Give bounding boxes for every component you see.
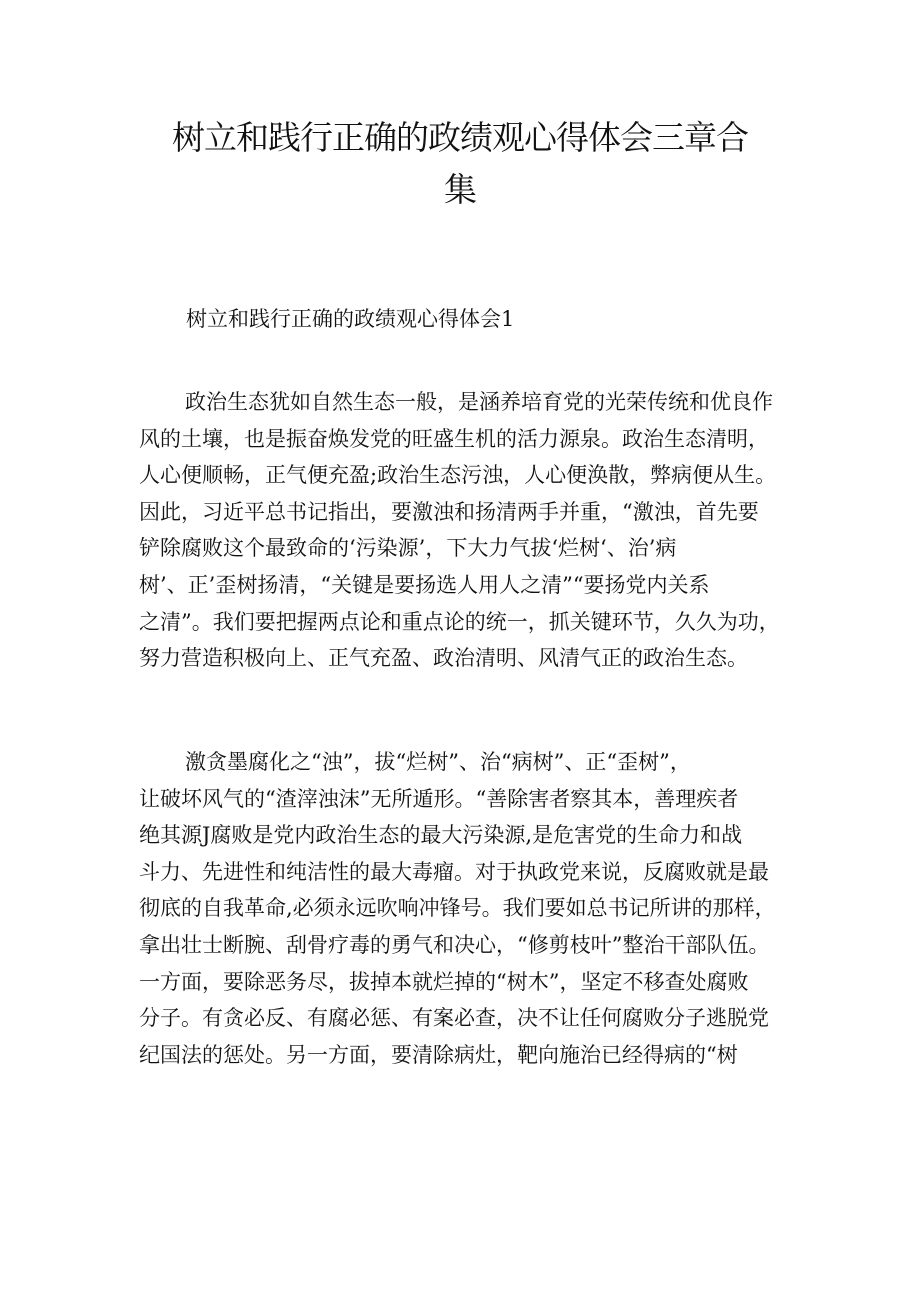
document-title [140, 112, 780, 216]
paragraph-2 [139, 744, 797, 1073]
paragraph-2-line: 一方面，要除恶务尽，拔掉本就烂掉的“树木”，坚定不移查处腐败 [139, 969, 749, 994]
paragraph-1-line: 铲除腐败这个最致命的‘污染源’，下大力气拔‘烂树‘、治’病 [139, 536, 677, 561]
paragraph-2-line: 拿出壮士断腕、刮骨疗毒的勇气和决心，“修剪枝叶”整治干部队伍。 [139, 932, 770, 957]
paragraph-2-line: 绝其源J腐败是党内政治生态的最大污染源,是危害党的生命力和战 [139, 823, 743, 848]
paragraph-2-line: 纪国法的惩处。另一方面，要清除病灶，靶向施治已经得病的“树 [139, 1042, 738, 1067]
paragraph-1-line: 之清”。我们要把握两点论和重点论的统一，抓关键环节，久久为功， [139, 609, 780, 634]
paragraph-2-line: 分子。有贪必反、有腐必惩、有案必查，决不让任何腐败分子逃脱党 [139, 1006, 769, 1031]
section-heading: 树立和践行正确的政绩观心得体会1 [186, 307, 515, 331]
paragraph-1-line: 因此，习近平总书记指出，要激浊和扬清两手并重，“激浊，首先要 [139, 499, 759, 524]
paragraph-1-line: 风的土壤，也是振奋焕发党的旺盛生机的活力源泉。政治生态清明， [139, 426, 769, 451]
paragraph-1 [139, 384, 797, 677]
paragraph-1-line: 树’、正’歪树扬清，“关键是要扬选人用人之清”“要扬党内关系 [139, 572, 710, 597]
paragraph-1-line: 人心便顺畅，正气便充盈;政治生态污浊，人心便涣散，弊病便从生。 [139, 463, 777, 488]
paragraph-1-line: 努力营造积极向上、正气充盈、政治清明、风清气正的政治生态。 [139, 646, 748, 671]
title-line-2: 集 [444, 170, 476, 209]
paragraph-2-line: 激贪墨腐化之“浊”，拔“烂树”、治“病树”、正“歪树”， [185, 750, 691, 774]
paragraph-2-line: 彻底的自我革命,必须永远吹响冲锋号。我们要如总书记所讲的那样， [139, 896, 776, 921]
paragraph-2-line: 让破坏风气的“渣滓浊沫”无所遁形。“善除害者察其本，善理疾者 [139, 786, 739, 811]
title-line-1: 树立和践行正确的政绩观心得体会三章合 [172, 118, 748, 157]
paragraph-1-line: 政治生态犹如自然生态一般，是涵养培育党的光荣传统和优良作 [185, 390, 773, 414]
paragraph-2-line: 斗力、先进性和纯洁性的最大毒瘤。对于执政党来说，反腐败就是最 [139, 859, 769, 884]
